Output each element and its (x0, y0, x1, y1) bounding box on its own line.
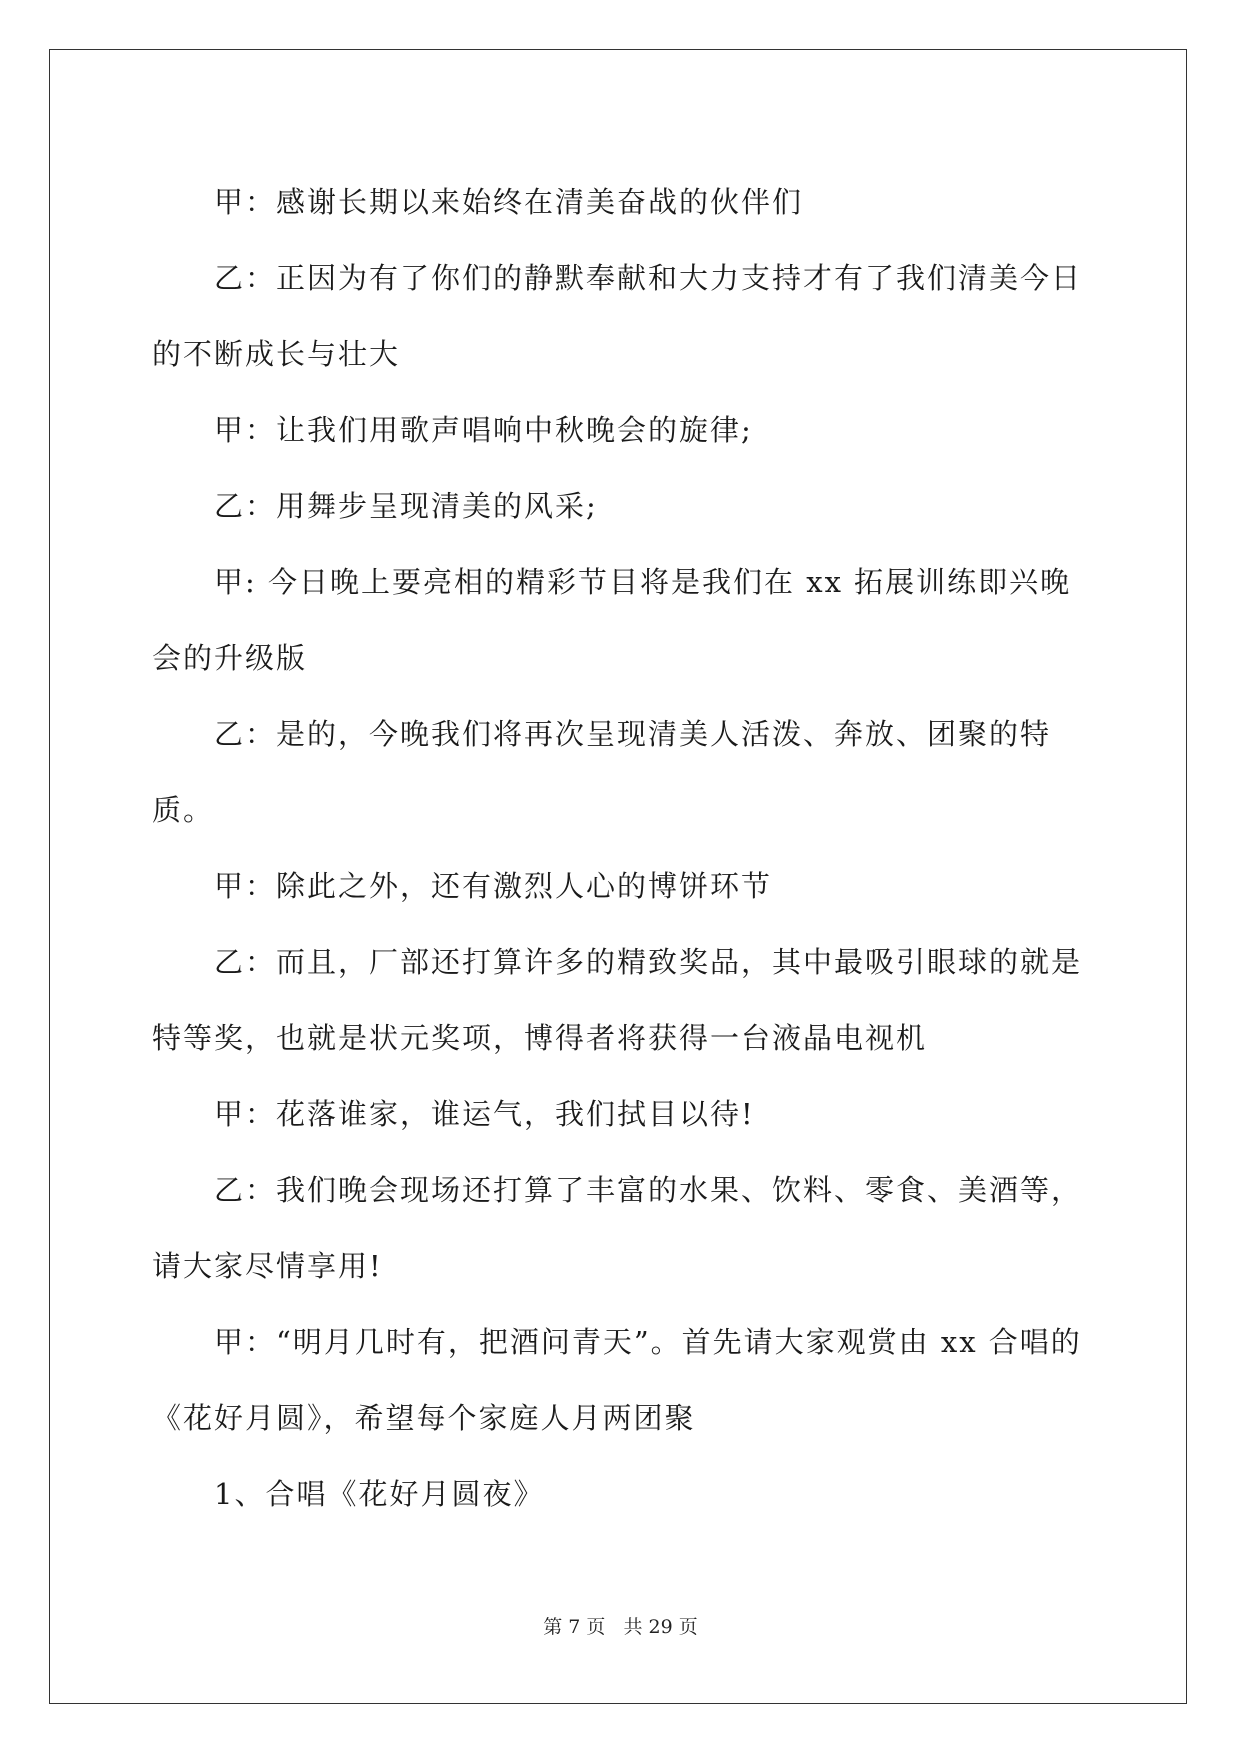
page-number: 第 7 页 (543, 1616, 606, 1638)
page-footer (0, 1612, 1241, 1639)
paragraph: 甲：除此之外，还有激烈人心的博饼环节 (214, 869, 773, 903)
paragraph: 1、合唱《花好月圆夜》 (214, 1477, 545, 1511)
paragraph: 乙：正因为有了你们的静默奉献和大力支持才有了我们清美今日的不断成长与壮大 (152, 261, 1083, 371)
paragraph: 乙：用舞步呈现清美的风采; (214, 489, 598, 523)
paragraph: 甲：“明月几时有，把酒问青天”。首先请大家观赏由 xx 合唱的《花好月圆》，希望每个家庭人月两团聚 (152, 1325, 1082, 1435)
paragraph: 甲：花落谁家，谁运气，我们拭目以待! (214, 1097, 755, 1131)
paragraph: 甲: 今日晚上要亮相的精彩节目将是我们在 xx 拓展训练即兴晚会的升级版 (152, 565, 1072, 675)
page-total: 共 29 页 (623, 1616, 698, 1638)
paragraph: 甲：让我们用歌声唱响中秋晚会的旋律; (214, 413, 753, 447)
paragraph: 乙：是的，今晚我们将再次呈现清美人活泼、奔放、团聚的特质。 (152, 717, 1052, 827)
paragraph: 甲：感谢长期以来始终在清美奋战的伙伴们 (214, 185, 804, 219)
paragraph: 乙：我们晚会现场还打算了丰富的水果、饮料、零食、美酒等，请大家尽情享用! (152, 1173, 1083, 1283)
paragraph: 乙：而且，厂部还打算许多的精致奖品，其中最吸引眼球的就是特等奖，也就是状元奖项，博得者将获得一台液晶电视机 (152, 945, 1083, 1055)
document-body (152, 164, 1087, 1532)
